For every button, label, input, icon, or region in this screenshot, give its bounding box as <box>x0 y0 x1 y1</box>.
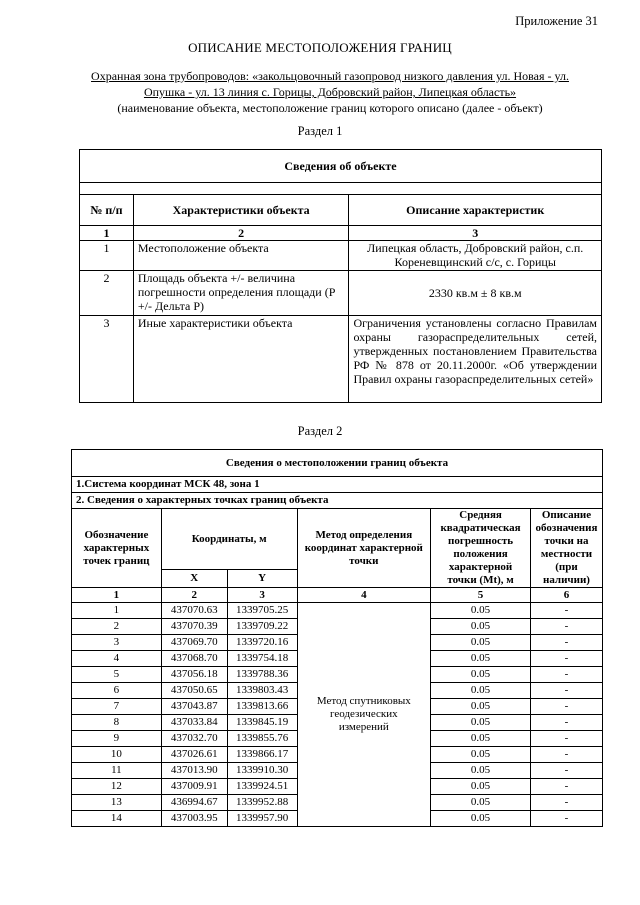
row-desc: Ограничения установлены согласно Правилам охраны газораспределительных сетей, утвержденных постановлением Правительства РФ № 878 от 20.11.2000г. «Об утверждении Правил охраны газораспределительных сетей» <box>349 316 602 403</box>
boundary-table-title: Сведения о местоположении границ объекта <box>72 450 603 477</box>
point-x: 437013.90 <box>161 763 227 779</box>
section1-label: Раздел 1 <box>297 124 343 138</box>
point-error: 0.05 <box>431 763 531 779</box>
col-index: 1 <box>80 226 134 241</box>
row-desc: 2330 кв.м ± 8 кв.м <box>349 271 602 316</box>
point-number: 14 <box>72 811 162 827</box>
col-index: 2 <box>161 588 227 603</box>
point-x: 437056.18 <box>161 667 227 683</box>
point-x: 436994.67 <box>161 795 227 811</box>
point-number: 13 <box>72 795 162 811</box>
point-y: 1339910.30 <box>227 763 297 779</box>
appendix-label: Приложение 31 <box>515 14 598 28</box>
point-number: 3 <box>72 635 162 651</box>
point-y: 1339720.16 <box>227 635 297 651</box>
row-char: Местоположение объекта <box>133 241 349 271</box>
col-coords-header: Координаты, м <box>161 509 297 570</box>
point-error: 0.05 <box>431 747 531 763</box>
points-body <box>72 603 603 827</box>
boundary-points-table <box>71 449 603 827</box>
col-index: 3 <box>227 588 297 603</box>
point-x: 437070.63 <box>161 603 227 619</box>
object-name-line1: Охранная зона трубопроводов: «закольцовочный газопровод низкого давления ул. Новая - ул. <box>91 69 569 83</box>
point-x: 437033.84 <box>161 715 227 731</box>
document-title: ОПИСАНИЕ МЕСТОПОЛОЖЕНИЯ ГРАНИЦ <box>188 40 452 55</box>
point-y: 1339866.17 <box>227 747 297 763</box>
point-error: 0.05 <box>431 811 531 827</box>
point-error: 0.05 <box>431 667 531 683</box>
col-char-header: Характеристики объекта <box>133 195 349 226</box>
point-number: 8 <box>72 715 162 731</box>
col-index: 3 <box>349 226 602 241</box>
table-row <box>72 603 603 619</box>
point-error: 0.05 <box>431 651 531 667</box>
point-description: - <box>530 779 602 795</box>
point-y: 1339813.66 <box>227 699 297 715</box>
coord-system: 1.Система координат МСК 48, зона 1 <box>72 477 603 493</box>
row-num: 2 <box>80 271 134 316</box>
point-number: 12 <box>72 779 162 795</box>
point-number: 4 <box>72 651 162 667</box>
point-x: 437043.87 <box>161 699 227 715</box>
point-error: 0.05 <box>431 731 531 747</box>
point-y: 1339957.90 <box>227 811 297 827</box>
point-error: 0.05 <box>431 619 531 635</box>
point-number: 9 <box>72 731 162 747</box>
point-error: 0.05 <box>431 699 531 715</box>
object-subject <box>70 68 590 116</box>
point-description: - <box>530 699 602 715</box>
point-description: - <box>530 763 602 779</box>
col-num-header: № п/п <box>80 195 134 226</box>
point-y: 1339952.88 <box>227 795 297 811</box>
point-description: - <box>530 731 602 747</box>
table-row <box>80 316 602 403</box>
point-description: - <box>530 795 602 811</box>
point-description: - <box>530 747 602 763</box>
method-cell: Метод спутниковых геодезических измерений <box>297 603 431 827</box>
object-info-title: Сведения об объекте <box>80 150 602 183</box>
spacer-row <box>80 183 602 195</box>
point-description: - <box>530 715 602 731</box>
object-name-note: (наименование объекта, местоположение границ которого описано (далее - объект) <box>117 101 543 115</box>
point-number: 1 <box>72 603 162 619</box>
col-index: 2 <box>133 226 349 241</box>
point-description: - <box>530 603 602 619</box>
point-number: 10 <box>72 747 162 763</box>
point-x: 437003.95 <box>161 811 227 827</box>
point-description: - <box>530 651 602 667</box>
point-x: 437068.70 <box>161 651 227 667</box>
point-y: 1339803.43 <box>227 683 297 699</box>
row-char: Иные характеристики объекта <box>133 316 349 403</box>
point-error: 0.05 <box>431 683 531 699</box>
point-error: 0.05 <box>431 635 531 651</box>
row-char: Площадь объекта +/- величина погрешности определения площади (Р +/- Дельта Р) <box>133 271 349 316</box>
point-y: 1339845.19 <box>227 715 297 731</box>
point-x: 437050.65 <box>161 683 227 699</box>
point-x: 437009.91 <box>161 779 227 795</box>
section2-label: Раздел 2 <box>297 424 343 438</box>
row-desc: Липецкая область, Добровский район, с.п. Кореневщинский с/с, с. Горицы <box>349 241 602 271</box>
point-number: 5 <box>72 667 162 683</box>
point-error: 0.05 <box>431 779 531 795</box>
row-num: 1 <box>80 241 134 271</box>
table-row <box>80 271 602 316</box>
point-x: 437070.39 <box>161 619 227 635</box>
point-description: - <box>530 619 602 635</box>
point-y: 1339855.76 <box>227 731 297 747</box>
point-y: 1339754.18 <box>227 651 297 667</box>
point-number: 6 <box>72 683 162 699</box>
col-index: 1 <box>72 588 162 603</box>
point-y: 1339788.36 <box>227 667 297 683</box>
point-y: 1339924.51 <box>227 779 297 795</box>
col-desc-header: Описание обозначения точки на местности (при наличии) <box>530 509 602 588</box>
point-number: 2 <box>72 619 162 635</box>
points-title: 2. Сведения о характерных точках границ объекта <box>72 493 603 509</box>
object-name-line2: Опушка - ул. 13 линия с. Горицы, Добровский район, Липецкая область» <box>143 85 517 99</box>
point-number: 11 <box>72 763 162 779</box>
col-y-header: Y <box>227 570 297 588</box>
point-y: 1339709.22 <box>227 619 297 635</box>
point-description: - <box>530 811 602 827</box>
col-index: 5 <box>431 588 531 603</box>
point-x: 437032.70 <box>161 731 227 747</box>
table-row <box>80 241 602 271</box>
point-number: 7 <box>72 699 162 715</box>
row-num: 3 <box>80 316 134 403</box>
col-index: 4 <box>297 588 431 603</box>
point-description: - <box>530 635 602 651</box>
point-error: 0.05 <box>431 715 531 731</box>
point-x: 437026.61 <box>161 747 227 763</box>
point-x: 437069.70 <box>161 635 227 651</box>
point-y: 1339705.25 <box>227 603 297 619</box>
object-info-table <box>79 149 602 403</box>
col-index: 6 <box>530 588 602 603</box>
point-error: 0.05 <box>431 603 531 619</box>
point-description: - <box>530 667 602 683</box>
col-error-header: Средняя квадратическая погрешность положения характерной точки (Mt), м <box>431 509 531 588</box>
col-point-header: Обозначение характерных точек границ <box>72 509 162 588</box>
col-method-header: Метод определения координат характерной точки <box>297 509 431 588</box>
col-x-header: X <box>161 570 227 588</box>
point-error: 0.05 <box>431 795 531 811</box>
col-desc-header: Описание характеристик <box>349 195 602 226</box>
point-description: - <box>530 683 602 699</box>
